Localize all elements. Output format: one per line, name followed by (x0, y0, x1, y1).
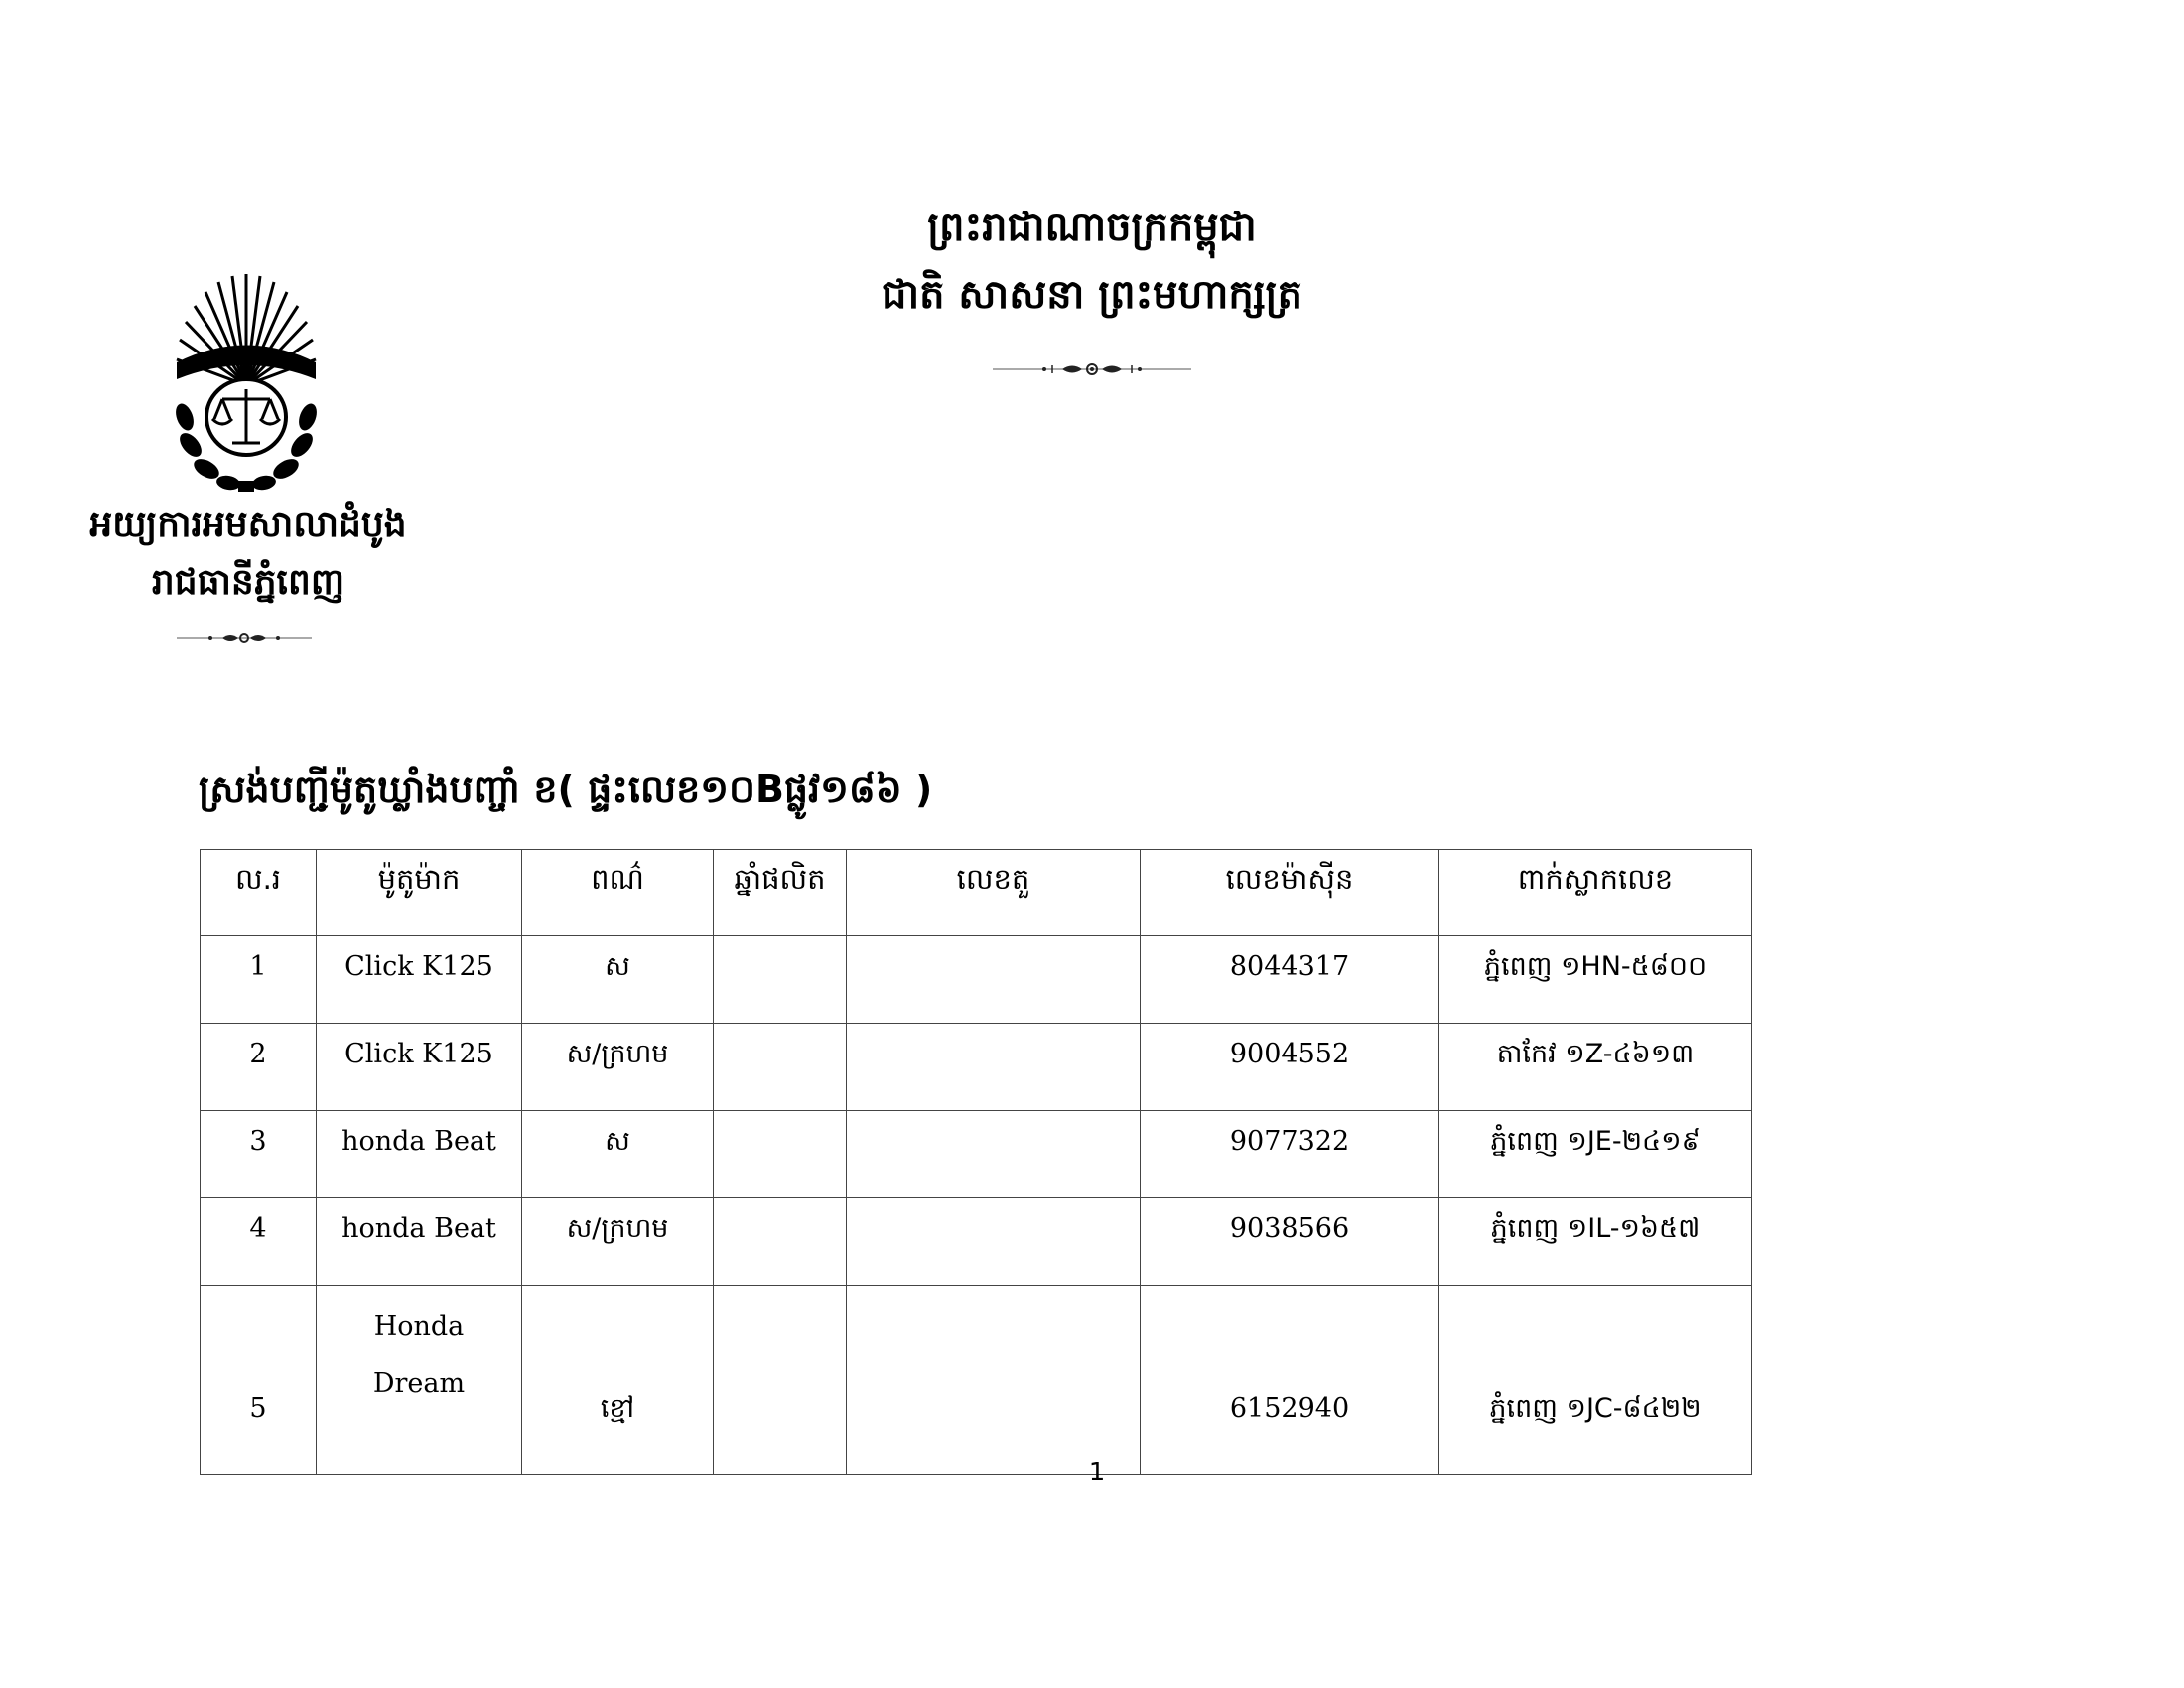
issuing-office (40, 496, 457, 612)
column-header-model: ម៉ូតូម៉ាក (317, 850, 522, 936)
cell-model: Click K125 (317, 1024, 522, 1111)
cell-number: 2 (201, 1024, 317, 1111)
table-row (201, 1198, 1752, 1286)
cell-color: ស (522, 936, 714, 1024)
cell-chassis (847, 936, 1141, 1024)
cell-color: ស/ក្រហម (522, 1198, 714, 1286)
cell-model (317, 1286, 522, 1475)
cell-model: honda Beat (317, 1111, 522, 1198)
table-row (201, 936, 1752, 1024)
document-title: ស្រង់បញ្ជីម៉ូតូឃ្លាំងបញ្ចាំ ខ( ផ្ទះលេខ១០Bផ្លូវ១៨៦ ) (199, 768, 933, 811)
column-header-year: ឆ្នាំផលិត (714, 850, 847, 936)
cell-chassis (847, 1286, 1141, 1475)
cell-engine: 9004552 (1141, 1024, 1439, 1111)
table-header-row (201, 850, 1752, 936)
royal-emblem-icon (167, 268, 326, 494)
cell-model: honda Beat (317, 1198, 522, 1286)
cell-year (714, 1111, 847, 1198)
cell-chassis (847, 1198, 1141, 1286)
cell-plate: ភ្នំពេញ ១HN-៥៨០០ (1439, 936, 1752, 1024)
table-row (201, 1024, 1752, 1111)
cell-number: 3 (201, 1111, 317, 1198)
cell-engine: 8044317 (1141, 936, 1439, 1024)
cell-number: 1 (201, 936, 317, 1024)
cell-engine: 6152940 (1141, 1286, 1439, 1475)
cell-year (714, 1024, 847, 1111)
cell-plate: ភ្នំពេញ ១JE-២៤១៩ (1439, 1111, 1752, 1198)
cell-number: 4 (201, 1198, 317, 1286)
national-motto: ជាតិ សាសនា ព្រះមហាក្សត្រ (882, 272, 1302, 318)
cell-model-line1: Honda (373, 1311, 465, 1341)
kingdom-name: ព្រះរាជាណាចក្រកម្ពុជា (927, 205, 1257, 250)
cell-engine: 9038566 (1141, 1198, 1439, 1286)
column-header-color: ពណ៌ (522, 850, 714, 936)
kingdom-header (596, 194, 1588, 329)
table-row (201, 1286, 1752, 1475)
column-header-chassis: លេខតួ (847, 850, 1141, 936)
cell-model-line2: Dream (372, 1368, 466, 1399)
office-city: រាជធានីភ្នំពេញ (151, 562, 345, 603)
cell-plate: ភ្នំពេញ ១JC-៨៤២២ (1439, 1286, 1752, 1475)
cell-year (714, 1286, 847, 1475)
cell-model: Click K125 (317, 936, 522, 1024)
cell-color: ខ្មៅ (522, 1286, 714, 1475)
cell-color: ស/ក្រហម (522, 1024, 714, 1111)
column-header-number: ល.រ (201, 850, 317, 936)
column-header-plate: ពាក់ស្លាកលេខ (1439, 850, 1752, 936)
ornament-divider-icon (177, 629, 312, 648)
cell-year (714, 1198, 847, 1286)
page-number: 1 (1088, 1458, 1106, 1487)
cell-number: 5 (201, 1286, 317, 1475)
cell-plate: តាកែវ ១Z-៤៦១៣ (1439, 1024, 1752, 1111)
cell-plate: ភ្នំពេញ ១IL-១៦៥៧ (1439, 1198, 1752, 1286)
cell-color: ស (522, 1111, 714, 1198)
motorcycle-table (200, 849, 1752, 1475)
cell-chassis (847, 1024, 1141, 1111)
cell-year (714, 936, 847, 1024)
cell-engine: 9077322 (1141, 1111, 1439, 1198)
column-header-engine: លេខម៉ាស៊ីន (1141, 850, 1439, 936)
office-name: អយ្យការអមសាលាដំបូង (89, 504, 407, 545)
table-row (201, 1111, 1752, 1198)
ornament-divider-icon (993, 359, 1191, 379)
cell-chassis (847, 1111, 1141, 1198)
